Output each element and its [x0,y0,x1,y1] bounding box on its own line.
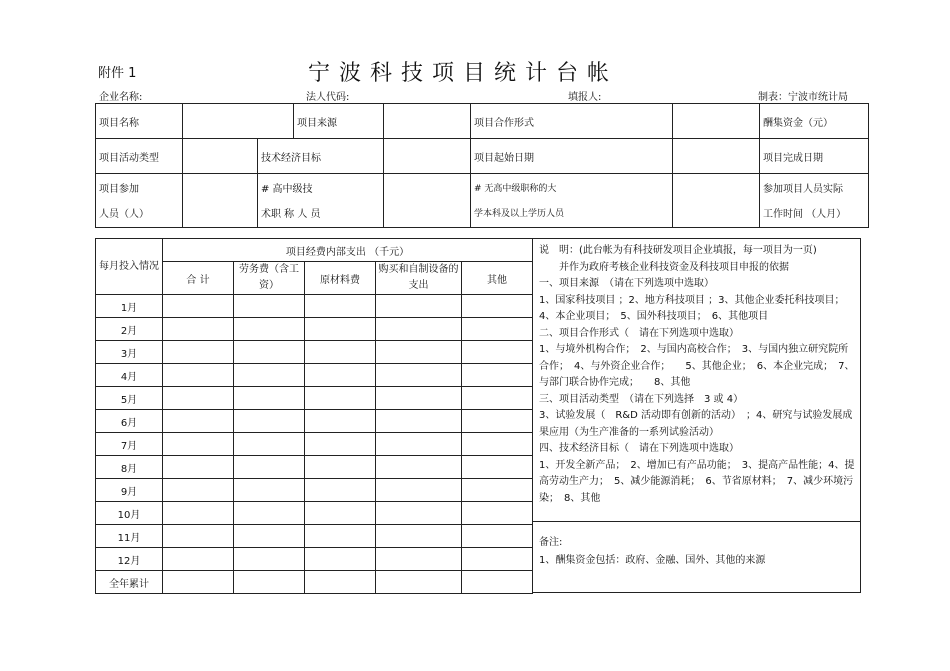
amount-cell[interactable] [305,318,376,341]
month-label: 7月 [96,433,163,456]
page-title: 宁 波 科 技 项 目 统 计 台 帐 [308,61,610,86]
month-row [96,341,533,364]
senior-title-line2: 术职 称 人 员 [261,209,321,220]
amount-cell[interactable] [163,456,234,479]
amount-cell[interactable] [305,410,376,433]
amount-cell[interactable] [376,410,462,433]
col-labor-header: 劳务费（含工资） [234,262,305,295]
month-label: 11月 [96,525,163,548]
project-name-label: 项目名称 [96,104,183,139]
amount-cell[interactable] [376,295,462,318]
amount-cell[interactable] [462,410,533,433]
amount-cell[interactable] [234,456,305,479]
amount-cell[interactable] [234,341,305,364]
remark-text: 1、酬集资金包括：政府、金融、国外、其他的来源 [539,555,766,566]
amount-cell[interactable] [234,525,305,548]
month-label: 5月 [96,387,163,410]
start-date-label: 项目起始日期 [471,139,673,174]
coop-form-label: 项目合作形式 [471,104,673,139]
month-label: 9月 [96,479,163,502]
participants-label-line1: 项目参加 [99,184,139,195]
amount-cell[interactable] [234,479,305,502]
month-label: 10月 [96,502,163,525]
amount-cell[interactable] [234,410,305,433]
filler-label: 填报人: [568,92,602,103]
month-row [96,364,533,387]
note-line: 1、与境外机构合作； 2、与国内高校合作； 3、与国内独立研究院所合作； 4、与外资企业合作； 5、其他企业； 6、本企业完成； 7、与部门联合协作完成； 8、其他 [539,344,855,388]
tech-target-cell[interactable] [384,139,471,174]
amount-cell[interactable] [305,364,376,387]
month-row [96,433,533,456]
amount-cell[interactable] [163,479,234,502]
project-source-cell[interactable] [384,104,471,139]
amount-cell[interactable] [305,525,376,548]
amount-cell[interactable] [462,525,533,548]
amount-cell[interactable] [376,433,462,456]
amount-cell[interactable] [234,502,305,525]
amount-cell[interactable] [305,341,376,364]
note-line: 三、项目活动类型 （请在下列选择 3 或 4） [539,393,744,405]
note-line: 1、国家科技项目 ；2、地方科技项目 ；3、其他企业委托科技项目；4、本企业项目； 5、国外科技项目； 6、其他项目 [539,294,845,322]
annual-total-row [96,571,533,594]
month-label: 6月 [96,410,163,433]
month-label: 2月 [96,318,163,341]
month-label: 12月 [96,548,163,571]
amount-cell[interactable] [376,456,462,479]
amount-cell[interactable] [234,571,305,594]
amount-cell[interactable] [305,479,376,502]
senior-title-cell[interactable] [384,174,471,228]
amount-cell[interactable] [163,433,234,456]
worktime-line1: 参加项目人员实际 [763,184,843,195]
nonsenior-line2: 学本科及以上学历人员 [474,209,565,219]
amount-cell[interactable] [305,571,376,594]
amount-cell[interactable] [305,456,376,479]
col-material-header: 原材料费 [305,262,376,295]
amount-cell[interactable] [305,548,376,571]
tech-target-label: 技术经济目标 [258,139,384,174]
amount-cell[interactable] [305,295,376,318]
amount-cell[interactable] [163,341,234,364]
amount-cell[interactable] [376,364,462,387]
note-line: 1、开发全新产品； 2、增加已有产品功能； 3、提高产品性能；4、提高劳动生产力； 5、减少能源消耗； 6、节省原材料； 7、减少环境污染； 8、其他 [539,459,855,504]
amount-cell[interactable] [376,387,462,410]
month-row [96,295,533,318]
activity-type-cell[interactable] [183,139,258,174]
amount-cell[interactable] [163,364,234,387]
month-row [96,318,533,341]
amount-cell[interactable] [462,318,533,341]
amount-cell[interactable] [462,387,533,410]
annual-total-label: 全年累计 [96,571,163,594]
amount-cell[interactable] [376,548,462,571]
amount-cell[interactable] [305,502,376,525]
month-row [96,410,533,433]
amount-cell[interactable] [163,410,234,433]
note-line: 一、项目来源 （请在下列选项中选取） [539,278,714,289]
amount-cell[interactable] [376,318,462,341]
instructions-panel [532,238,861,522]
project-info-table [95,103,869,228]
start-date-cell[interactable] [673,139,760,174]
note-line: 二、项目合作形式（ 请在下列选项中选取） [539,327,739,339]
amount-cell[interactable] [163,502,234,525]
worktime-line2: 工作时间 （人月） [763,209,847,220]
senior-title-label [258,174,384,228]
amount-cell[interactable] [234,387,305,410]
amount-cell[interactable] [462,479,533,502]
amount-cell[interactable] [234,295,305,318]
month-label: 1月 [96,295,163,318]
col-total-header: 合 计 [163,262,234,295]
amount-cell[interactable] [163,548,234,571]
amount-cell[interactable] [376,571,462,594]
note-line: 四、技术经济目标（ 请在下列选项中选取） [539,443,739,454]
coop-form-cell[interactable] [673,104,760,139]
amount-cell[interactable] [376,525,462,548]
remark-panel [532,522,861,593]
amount-cell[interactable] [163,525,234,548]
month-label: 8月 [96,456,163,479]
monthly-table [95,238,533,594]
nonsenior-line1: # 无高中级职称的大 [474,184,557,194]
monthly-row-header: 每月投入情况 [96,239,163,295]
col-equipment-header: 购买和自制设备的支出 [376,262,462,295]
attachment-label: 附件 1 [98,66,137,81]
remark-label: 备注: [539,537,563,548]
month-row [96,479,533,502]
activity-type-label: 项目活动类型 [96,139,183,174]
amount-cell[interactable] [234,433,305,456]
month-row [96,525,533,548]
amount-cell[interactable] [376,502,462,525]
amount-cell[interactable] [462,433,533,456]
amount-cell[interactable] [305,387,376,410]
nonsenior-cell[interactable] [673,174,760,228]
funds-label: 酬集资金（元） [760,104,869,139]
month-label: 4月 [96,364,163,387]
note-line: 3、试验发展（ R&D 活动即有创新的活动） ；4、研究与试验发展成果应用（为生产准备的一系列试验活动） [539,410,853,438]
amount-cell[interactable] [462,364,533,387]
amount-cell[interactable] [462,548,533,571]
legal-code-label: 法人代码: [306,92,350,103]
expense-group-header: 项目经费内部支出 （千元） [163,239,533,262]
end-date-label: 项目完成日期 [760,139,869,174]
amount-cell[interactable] [376,479,462,502]
amount-cell[interactable] [163,571,234,594]
month-row [96,502,533,525]
amount-cell[interactable] [462,295,533,318]
note-line: 并作为政府考核企业科技资金及科技项目申报的依据 [539,261,789,273]
participants-label [96,174,183,228]
note-line: 说 明：(此台帐为有科技研发项目企业填报，每一项目为一页) [539,245,817,256]
amount-cell[interactable] [234,548,305,571]
amount-cell[interactable] [234,318,305,341]
col-other-header: 其他 [462,262,533,295]
amount-cell[interactable] [163,387,234,410]
amount-cell[interactable] [234,364,305,387]
amount-cell[interactable] [462,502,533,525]
month-label: 3月 [96,341,163,364]
amount-cell[interactable] [163,295,234,318]
project-name-cell[interactable] [183,104,294,139]
month-row [96,548,533,571]
amount-cell[interactable] [376,341,462,364]
amount-cell[interactable] [305,433,376,456]
maker-label: 制表：宁波市统计局 [758,92,848,103]
month-row [96,456,533,479]
amount-cell[interactable] [462,571,533,594]
amount-cell[interactable] [462,341,533,364]
senior-title-line1: # 高中级技 [261,184,313,195]
month-row [96,387,533,410]
worktime-label [760,174,869,228]
participants-cell[interactable] [183,174,258,228]
nonsenior-label [471,174,673,228]
amount-cell[interactable] [163,318,234,341]
participants-label-line2: 人员（人） [99,209,149,220]
amount-cell[interactable] [462,456,533,479]
project-source-label: 项目来源 [294,104,384,139]
company-name-label: 企业名称: [99,92,143,103]
